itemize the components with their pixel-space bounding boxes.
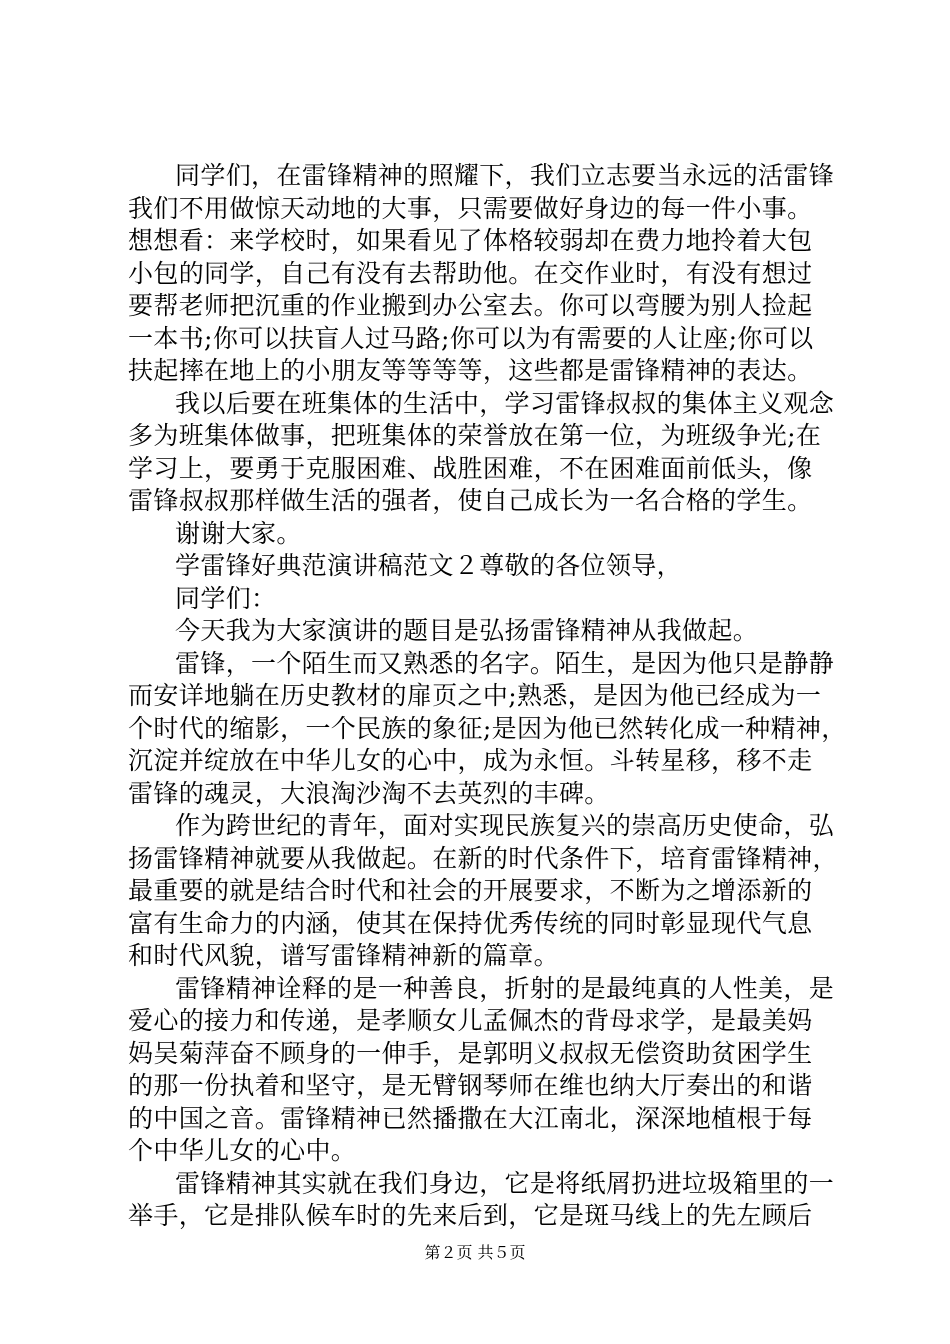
text-line: 雷锋，一个陌生而又熟悉的名字。陌生，是因为他只是静静 [175,648,835,678]
text-line: 我以后要在班集体的生活中，学习雷锋叔叔的集体主义观念 [175,388,835,418]
document-body [128,160,847,1233]
text-line: 雷锋精神诠释的是一种善良，折射的是最纯真的人性美，是 [175,973,835,1003]
text-line: 雷锋的魂灵，大浪淘沙淘不去英烈的丰碑。 [128,778,610,808]
text-line: 而安详地躺在历史教材的扉页之中;熟悉，是因为他已经成为一 [128,681,822,710]
text-line: 雷锋叔叔那样做生活的强者，使自己成长为一名合格的学生。 [128,486,813,515]
text-line: 我们不用做惊天动地的大事，只需要做好身边的每一件小事。 [128,193,813,223]
text-line: 富有生命力的内涵，使其在保持优秀传统的同时彰显现代气息 [128,908,813,938]
text-line: 同学们： [175,583,277,613]
page-footer: 第２页 共５页 [424,1243,526,1262]
text-line: 扶起摔在地上的小朋友等等等等，这些都是雷锋精神的表达。 [128,356,813,385]
text-line: 妈吴菊萍奋不顾身的一伸手，是郭明义叔叔无偿资助贫困学生 [128,1038,813,1068]
text-line: 个时代的缩影，一个民族的象征;是因为他已然转化成一种精神， [128,713,847,743]
text-line: 小包的同学，自己有没有去帮助他。在交作业时，有没有想过 [128,258,813,288]
text-line: 雷锋精神其实就在我们身边，它是将纸屑扔进垃圾箱里的一 [175,1168,835,1198]
text-line: 个中华儿女的心中。 [128,1136,357,1165]
text-line: 沉淀并绽放在中华儿女的心中，成为永恒。斗转星移，移不走 [128,746,813,775]
text-line: 的那一份执着和坚守，是无臂钢琴师在维也纳大厅奏出的和谐 [128,1071,813,1100]
text-line: 同学们，在雷锋精神的照耀下，我们立志要当永远的活雷锋 [175,161,835,190]
text-line: 谢谢大家。 [175,518,302,548]
text-line: 爱心的接力和传递，是孝顺女儿孟佩杰的背母求学，是最美妈 [128,1006,813,1035]
text-line: 和时代风貌，谱写雷锋精神新的篇章。 [128,941,559,970]
text-line: 扬雷锋精神就要从我做起。在新的时代条件下，培育雷锋精神， [128,843,838,873]
text-line: 想想看：来学校时，如果看见了体格较弱却在费力地拎着大包 [128,226,813,255]
text-line: 学雷锋好典范演讲稿范文２尊敬的各位领导， [175,551,683,580]
text-line: 最重要的就是结合时代和社会的开展要求，不断为之增添新的 [128,876,813,905]
text-line: 学习上，要勇于克服困难、战胜困难，不在困难面前低头，像 [128,453,813,483]
text-line: 一本书;你可以扶盲人过马路;你可以为有需要的人让座;你可以 [128,323,814,353]
text-line: 的中国之音。雷锋精神已然播撒在大江南北，深深地植根于每 [128,1103,813,1133]
text-line: 举手，它是排队候车时的先来后到，它是斑马线上的先左顾后 [128,1201,813,1230]
text-line: 要帮老师把沉重的作业搬到办公室去。你可以弯腰为别人捡起 [128,291,813,320]
text-line: 作为跨世纪的青年，面对实现民族复兴的崇高历史使命，弘 [175,811,835,840]
text-line: 今天我为大家演讲的题目是弘扬雷锋精神从我做起。 [175,616,759,645]
text-line: 多为班集体做事，把班集体的荣誉放在第一位，为班级争光;在 [128,421,822,450]
